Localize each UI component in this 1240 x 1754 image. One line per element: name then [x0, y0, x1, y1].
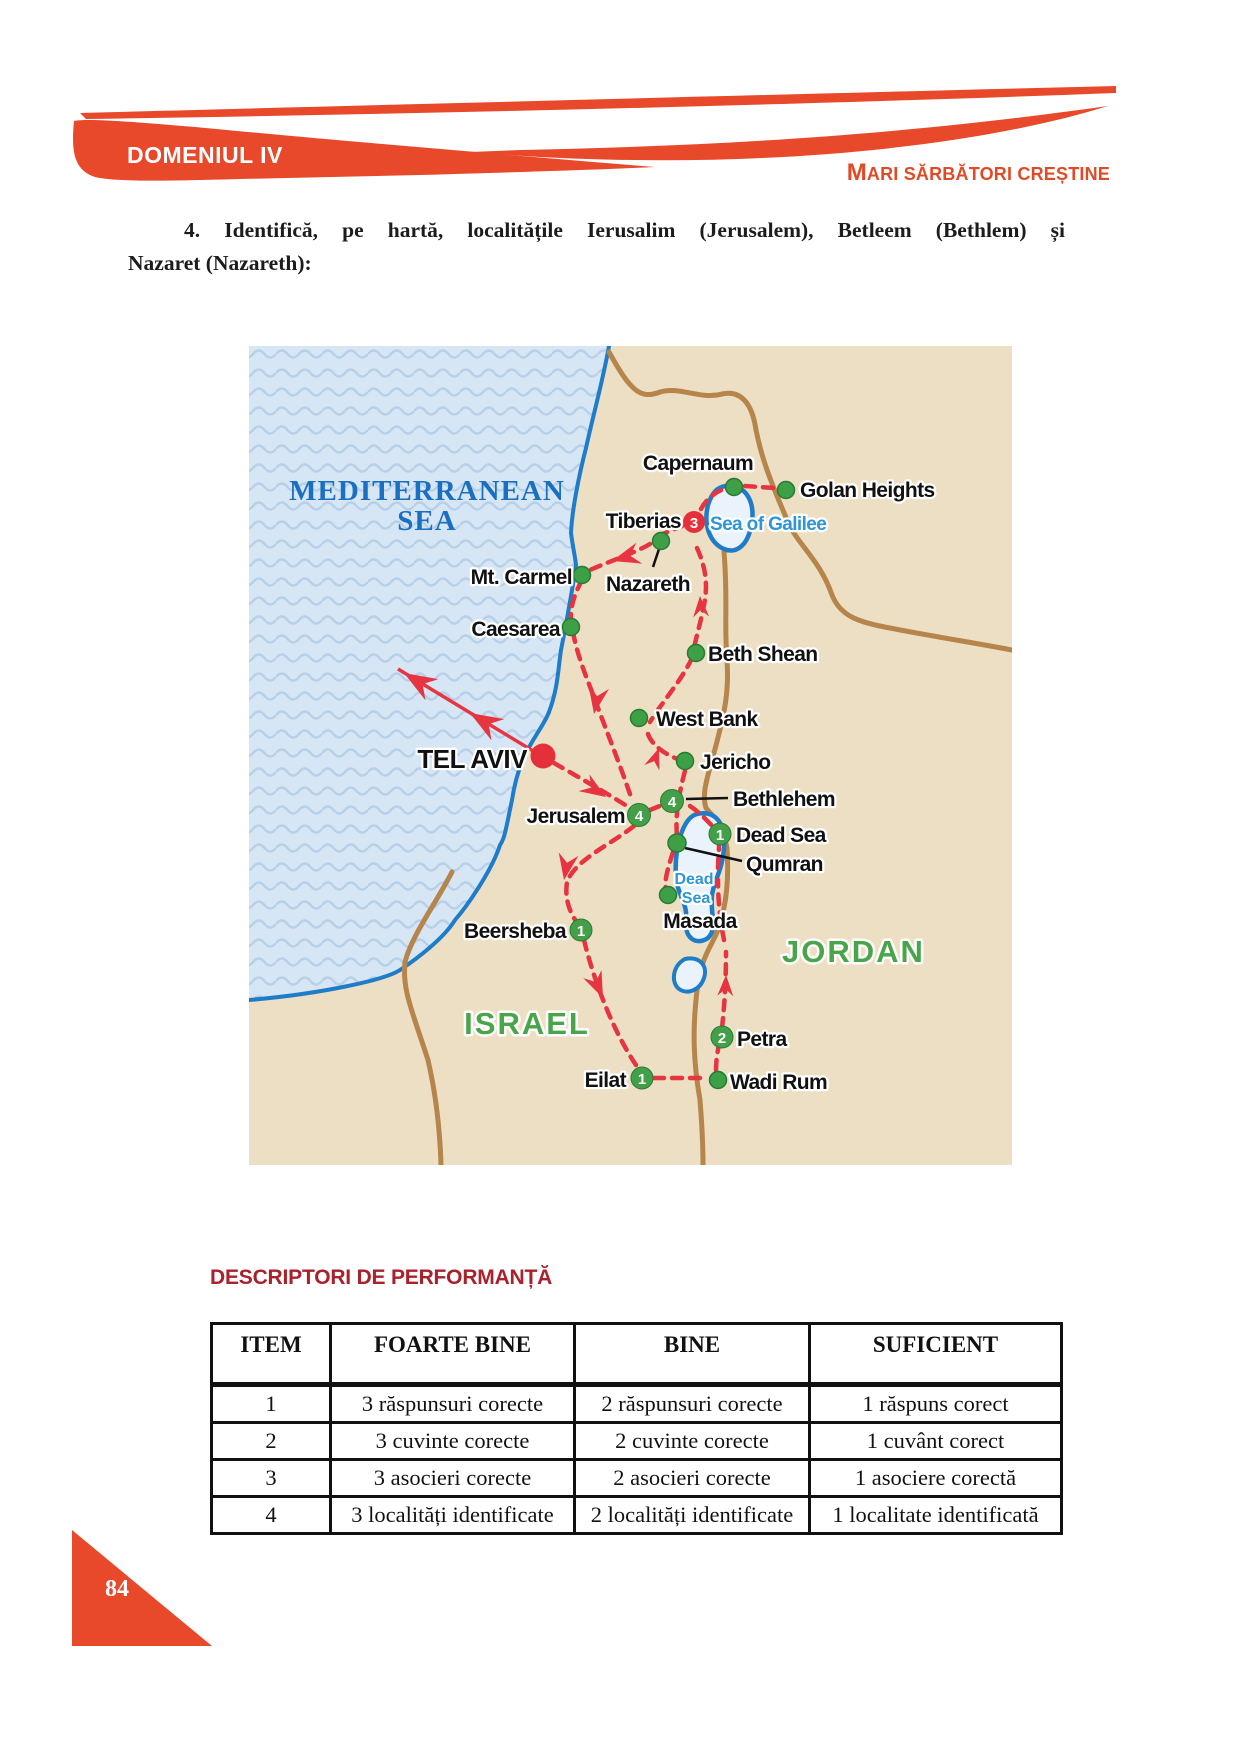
- tel-aviv-label: TEL AVIV: [417, 744, 527, 774]
- small-lake-south: [674, 958, 705, 991]
- stop-petra-number: 2: [717, 1030, 727, 1047]
- task-line-1: 4. Identifică, pe hartă, localitățile Ierusalim (Jerusalem), Betleem (Bethlem) și: [184, 218, 1065, 242]
- cell-foarte-bine: 3 răspunsuri corecte: [331, 1385, 575, 1423]
- cell-item: 1: [212, 1385, 331, 1423]
- mt-carmel-label: Mt. Carmel: [470, 566, 572, 589]
- stop-beersheba-number: 1: [576, 923, 586, 940]
- stop-eilat-number: 1: [637, 1071, 647, 1088]
- cell-foarte-bine: 3 cuvinte corecte: [331, 1423, 575, 1460]
- page-number: 84: [105, 1576, 129, 1602]
- masada-label: Masada: [663, 910, 737, 933]
- performance-table: [210, 1322, 1063, 1535]
- cell-foarte-bine: 3 asocieri corecte: [331, 1460, 575, 1497]
- stop-jerusalem-number: 4: [634, 808, 644, 825]
- stop-deadsea-number: 1: [715, 827, 725, 844]
- bethlehem-callout-line: [686, 798, 728, 799]
- capernaum-label: Capernaum: [642, 452, 754, 475]
- jordan-label: JORDAN: [782, 934, 925, 969]
- table-header-row: [212, 1324, 1062, 1385]
- cell-bine: 2 cuvinte corecte: [575, 1423, 810, 1460]
- cell-foarte-bine: 3 localități identificate: [331, 1497, 575, 1534]
- table-row: [212, 1423, 1062, 1460]
- cell-bine: 2 localități identificate: [575, 1497, 810, 1534]
- dead-lake-label-line1: Dead: [674, 871, 714, 888]
- mediterranean-label-line2: SEA: [397, 505, 457, 537]
- bethlehem-label: Bethlehem: [733, 788, 835, 811]
- caesarea-dot: [563, 619, 580, 636]
- jerusalem-label: Jerusalem: [526, 805, 625, 828]
- col-header-bine: BINE: [575, 1324, 810, 1385]
- nazareth-label: Nazareth: [606, 573, 690, 596]
- cell-suficient: 1 cuvânt corect: [810, 1423, 1062, 1460]
- wadi-rum-label: Wadi Rum: [730, 1071, 828, 1094]
- beth-shean-dot: [688, 645, 705, 662]
- dead-lake-label-line2: Sea: [681, 890, 711, 907]
- task-line-2: Nazaret (Nazareth):: [128, 251, 312, 275]
- wadi-rum-dot: [710, 1072, 727, 1089]
- qumran-dot: [668, 834, 686, 852]
- col-header-item: ITEM: [212, 1324, 331, 1385]
- dead-sea-label: Dead Sea: [736, 824, 826, 847]
- israel-label: ISRAEL: [464, 1006, 590, 1041]
- caesarea-label: Caesarea: [471, 618, 560, 641]
- descriptors-heading: DESCRIPTORI DE PERFORMANȚĂ: [210, 1266, 553, 1289]
- nazareth-dot: [653, 533, 670, 550]
- mediterranean-label-line1: MEDITERRANEAN: [289, 475, 565, 507]
- cell-suficient: 1 localitate identificată: [810, 1497, 1062, 1534]
- cell-item: 2: [212, 1423, 331, 1460]
- cell-bine: 2 răspunsuri corecte: [575, 1385, 810, 1423]
- mt-carmel-dot: [574, 567, 591, 584]
- jericho-label: Jericho: [700, 751, 771, 774]
- footer-page-corner: [72, 1530, 212, 1646]
- cell-item: 4: [212, 1497, 331, 1534]
- masada-dot: [660, 887, 677, 904]
- beersheba-label: Beersheba: [464, 920, 566, 943]
- banner-top-sliver: [80, 86, 1116, 119]
- col-header-suficient: SUFICIENT: [810, 1324, 1062, 1385]
- cell-suficient: 1 asociere corectă: [810, 1460, 1062, 1497]
- eilat-label: Eilat: [584, 1069, 626, 1092]
- beth-shean-label: Beth Shean: [708, 643, 818, 666]
- golan-heights-label: Golan Heights: [800, 479, 935, 502]
- tiberias-label: Tiberias: [605, 510, 681, 533]
- header-chapter-title: MARI SĂRBĂTORI CREȘTINE: [846, 159, 1110, 186]
- stop-3-number: 3: [689, 515, 699, 532]
- col-header-foarte-bine: FOARTE BINE: [331, 1324, 575, 1385]
- banner-right-wedge: [470, 106, 1108, 160]
- header-section-label: DOMENIUL IV: [127, 142, 283, 168]
- cell-bine: 2 asocieri corecte: [575, 1460, 810, 1497]
- capernaum-dot: [726, 479, 743, 496]
- jericho-dot: [677, 753, 694, 770]
- table-row: [212, 1460, 1062, 1497]
- sea-of-galilee-label: Sea of Galilee: [710, 514, 827, 535]
- table-row: [212, 1385, 1062, 1423]
- tel-aviv-dot: [531, 744, 556, 769]
- footer-triangle: [72, 1530, 212, 1646]
- stop-bethlehem-number: 4: [667, 794, 677, 811]
- holy-land-map: [249, 346, 1012, 1165]
- cell-suficient: 1 răspuns corect: [810, 1385, 1062, 1423]
- qumran-label: Qumran: [746, 853, 823, 876]
- task-paragraph: [128, 214, 1065, 280]
- cell-item: 3: [212, 1460, 331, 1497]
- petra-label: Petra: [737, 1028, 787, 1051]
- table-row: [212, 1497, 1062, 1534]
- west-bank-label: West Bank: [656, 708, 758, 731]
- west-bank-dot: [631, 710, 648, 727]
- golan-heights-dot: [778, 482, 795, 499]
